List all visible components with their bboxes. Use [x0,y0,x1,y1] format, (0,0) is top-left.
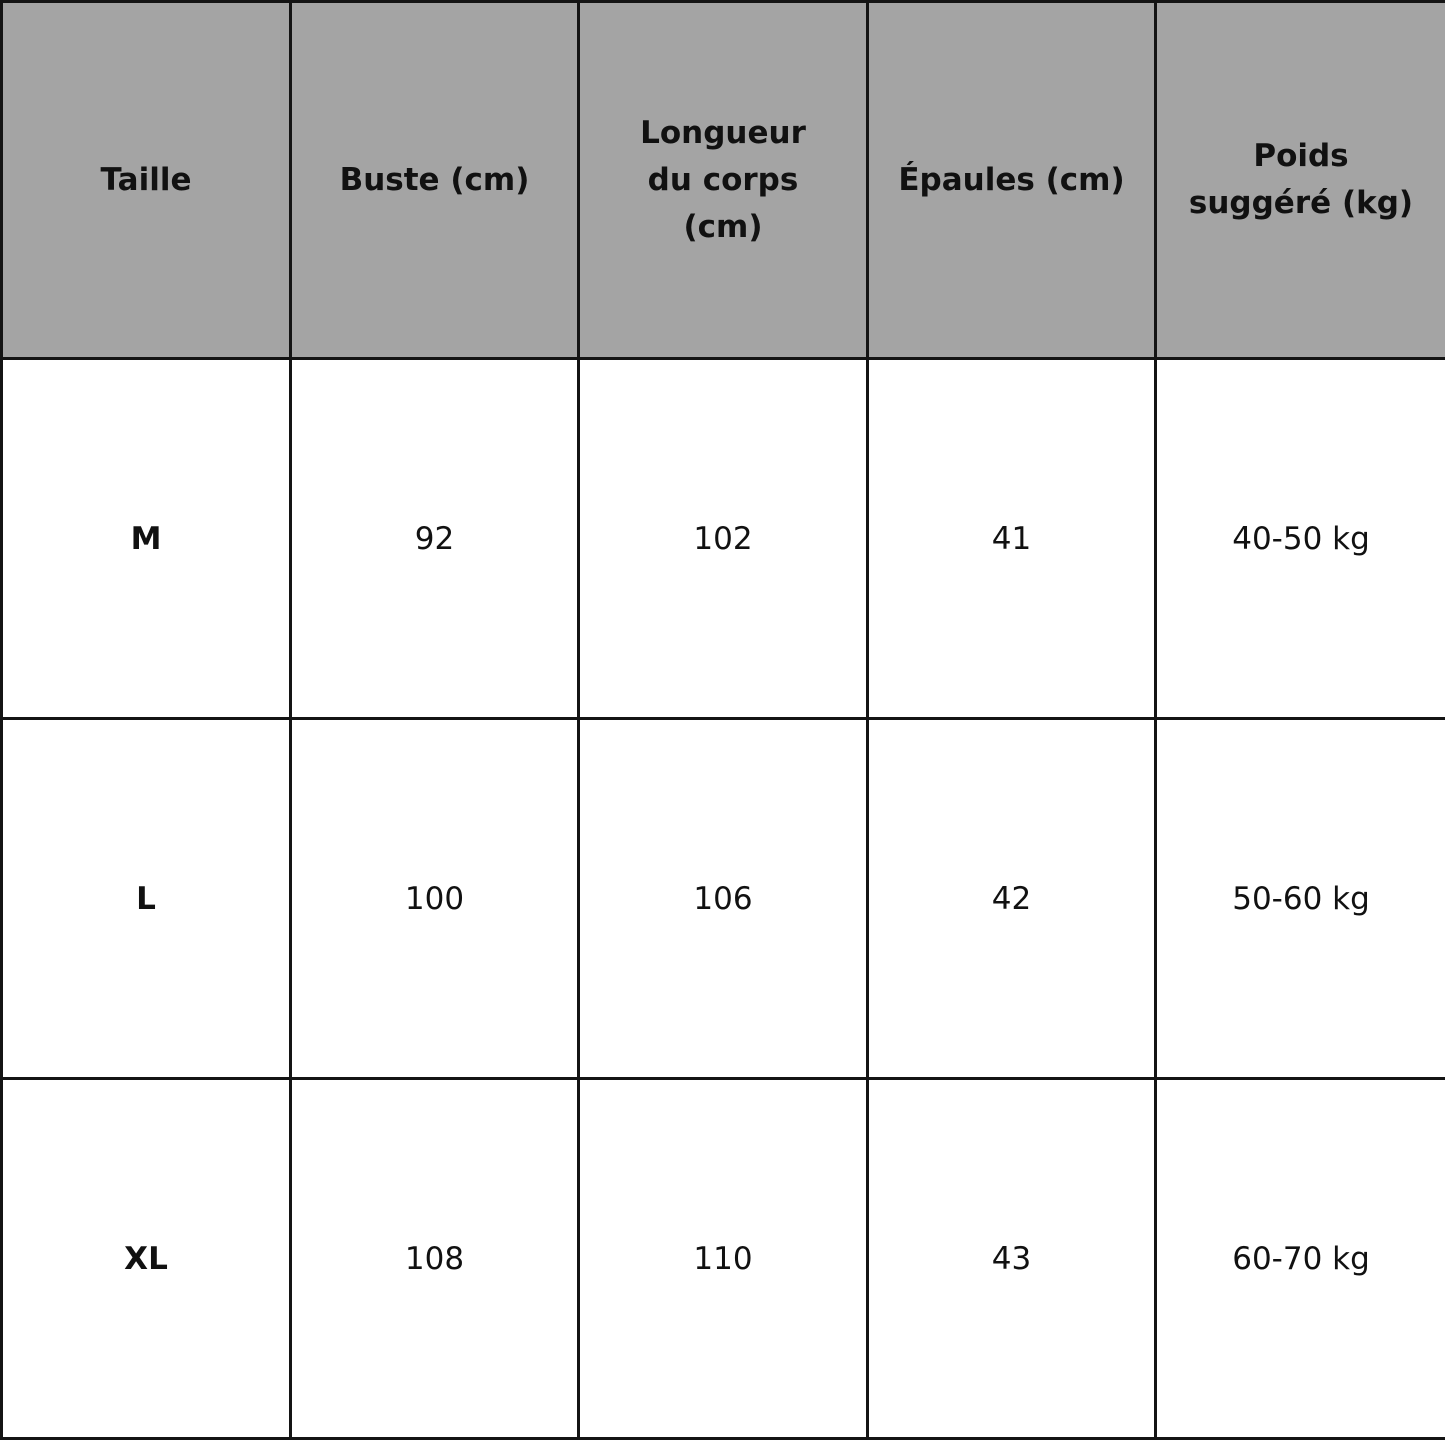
header-longueur-corps: Longueur du corps (cm) [579,2,868,359]
cell-longueur: 102 [579,359,868,719]
cell-buste: 100 [291,719,579,1079]
header-row [2,2,1445,359]
cell-poids: 60-70 kg [1156,1079,1445,1439]
header-epaules: Épaules (cm) [868,2,1156,359]
header-taille: Taille [2,2,291,359]
cell-poids: 40-50 kg [1156,359,1445,719]
table-row [2,719,1445,1079]
cell-buste: 108 [291,1079,579,1439]
cell-epaules: 41 [868,359,1156,719]
cell-longueur: 110 [579,1079,868,1439]
cell-longueur: 106 [579,719,868,1079]
header-buste: Buste (cm) [291,2,579,359]
cell-size: XL [2,1079,291,1439]
header-poids-suggere: Poids suggéré (kg) [1156,2,1445,359]
table-row [2,359,1445,719]
table-body [2,359,1445,1439]
cell-epaules: 43 [868,1079,1156,1439]
table-row [2,1079,1445,1439]
cell-epaules: 42 [868,719,1156,1079]
table-header [2,2,1445,359]
cell-poids: 50-60 kg [1156,719,1445,1079]
cell-size: L [2,719,291,1079]
cell-buste: 92 [291,359,579,719]
cell-size: M [2,359,291,719]
